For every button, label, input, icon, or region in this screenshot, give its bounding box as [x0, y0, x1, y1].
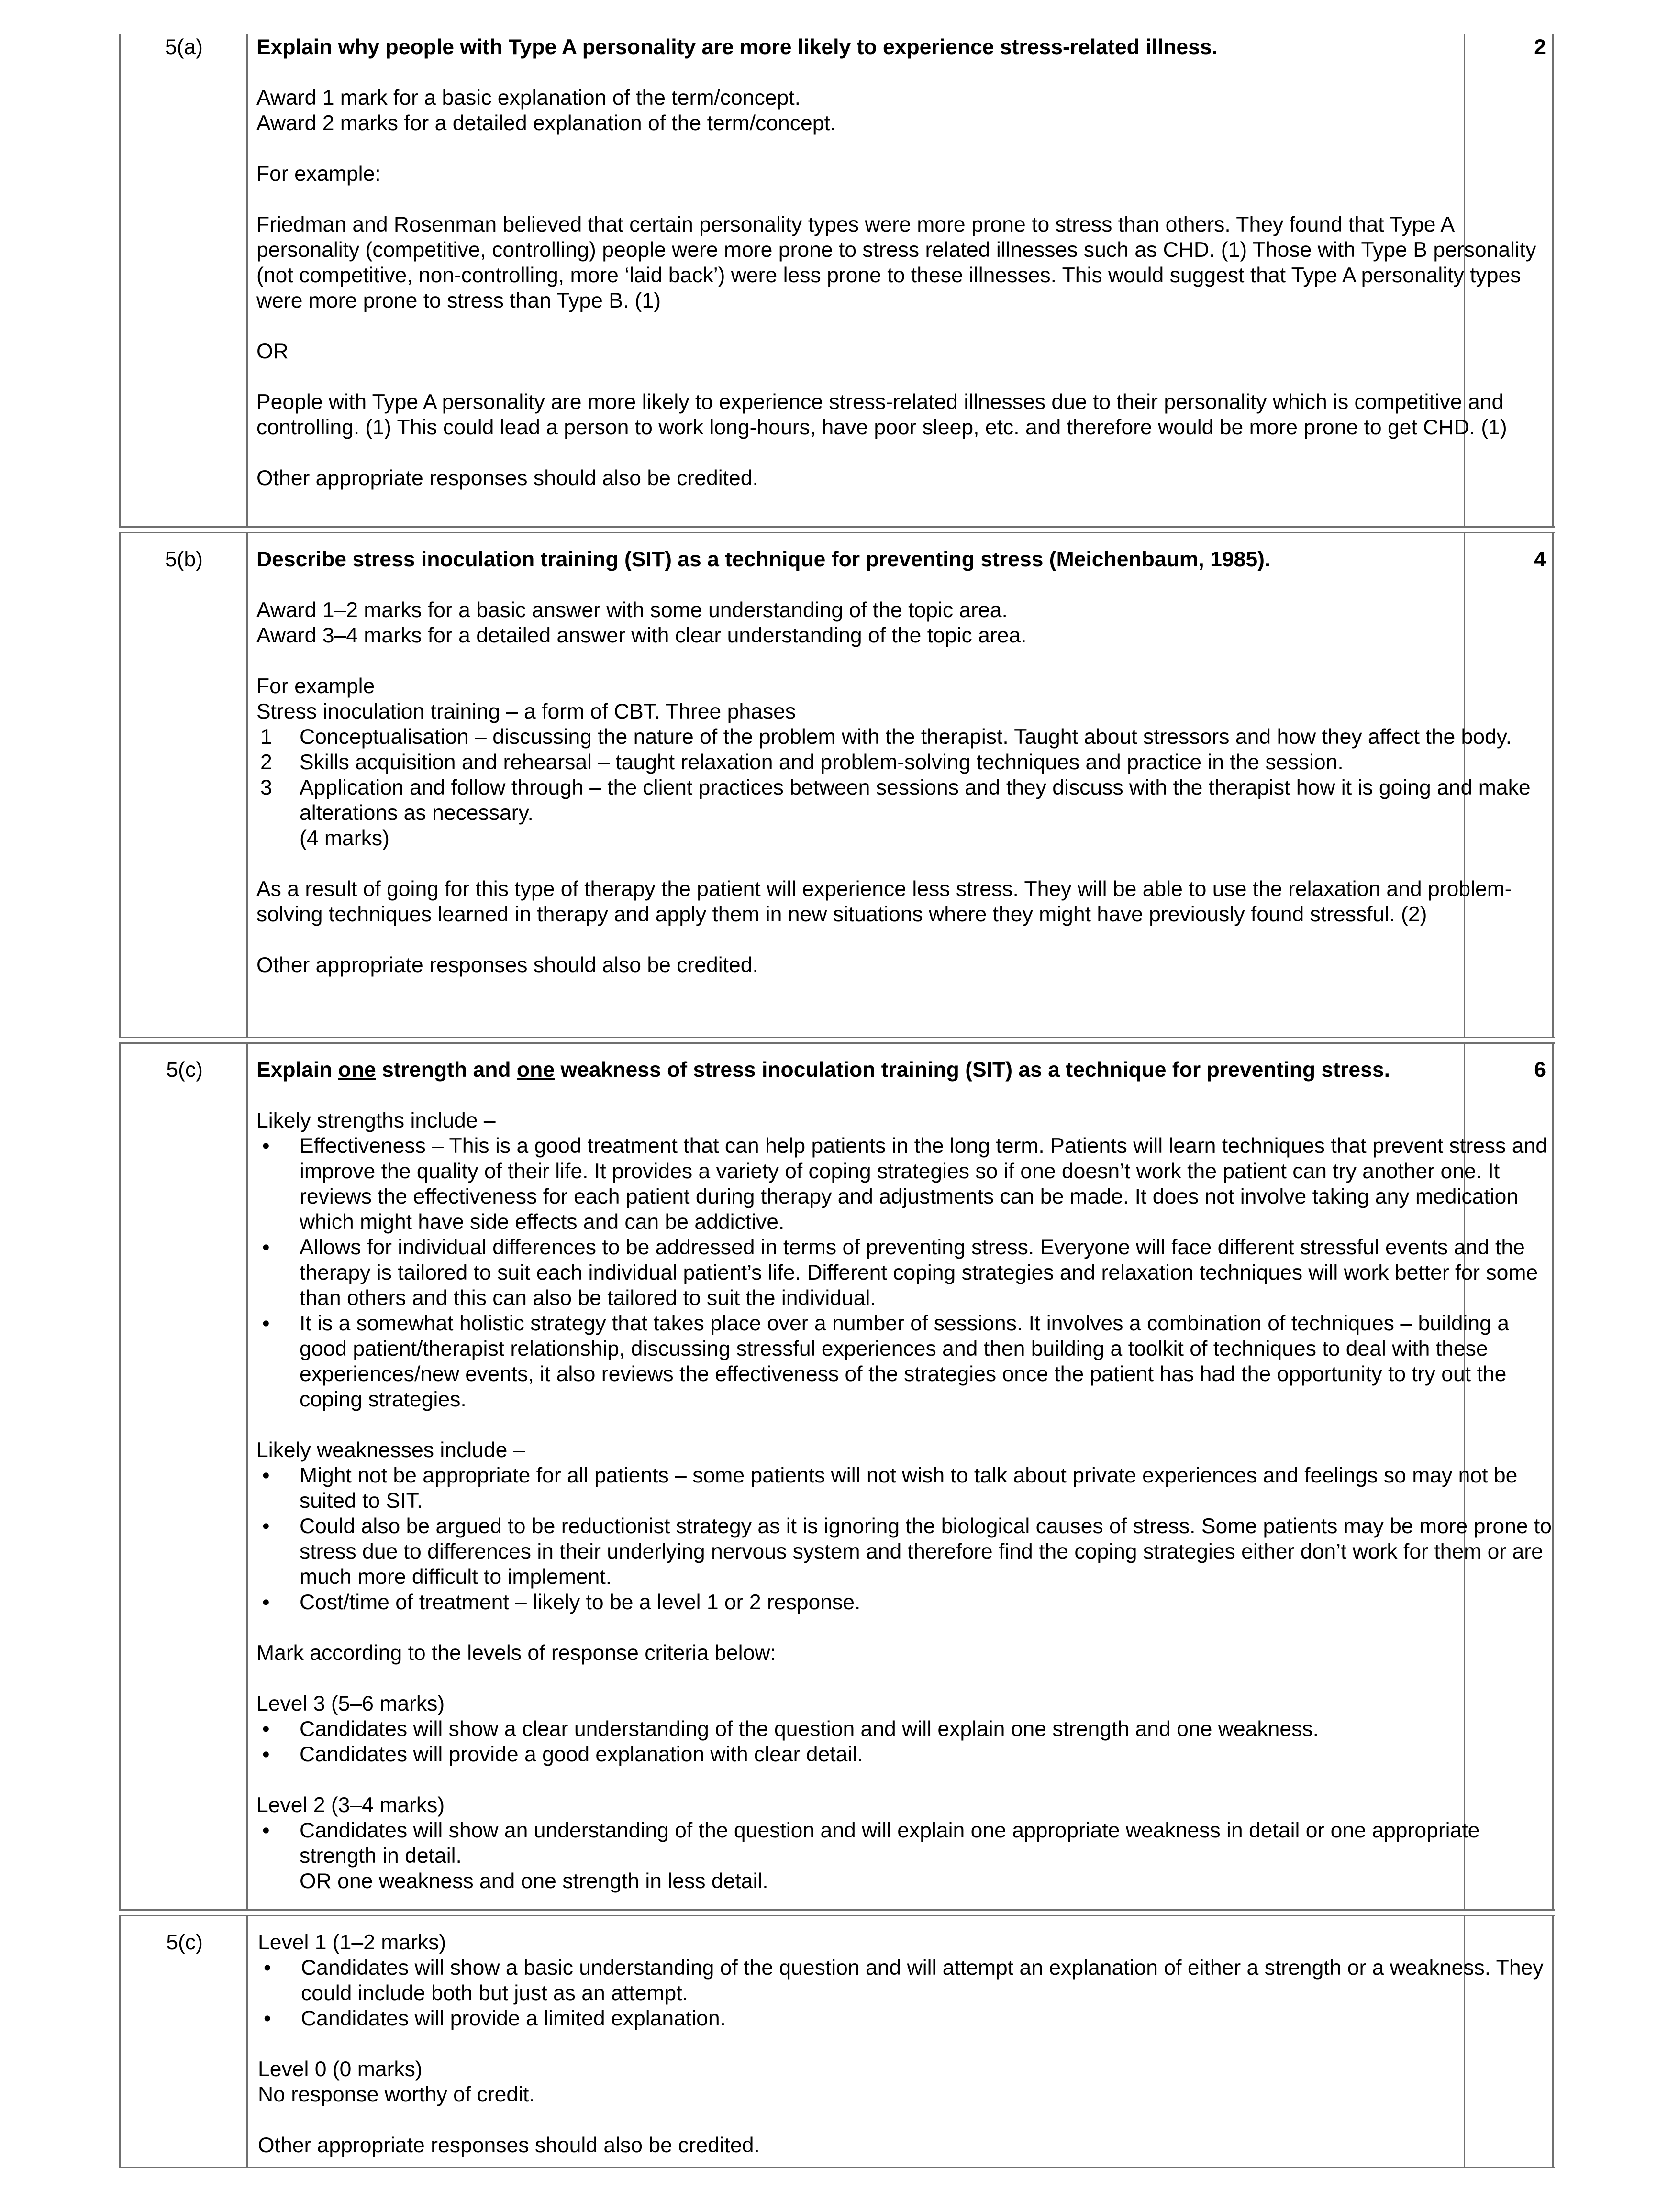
for-example: For example [256, 675, 375, 698]
item-text: Application and follow through – the client practices between sessions and they discuss with the therapist how it is going and make alterations as necessary. [300, 776, 1531, 825]
question-number: 5(a) [165, 35, 203, 59]
level-heading: Level 3 (5–6 marks) [256, 1692, 445, 1715]
section-divider [119, 1909, 1555, 1911]
example-paragraph: Friedman and Rosenman believed that certain personality types were more prone to stress than others. They found that Type A personality (competitive, controlling) people were more prone to stress related illnesses such as CHD. (1) Those with Type B personality (not competitive, non-controlling, more ‘laid back’) were less prone to these illnesses. This would suggest that Type A personality types were more prone to stress than Type B. (1) [256, 213, 1536, 312]
criteria-intro: Mark according to the levels of response criteria below: [256, 1641, 776, 1665]
table-border [119, 533, 121, 1037]
or-separator: OR [256, 340, 289, 363]
section-divider [119, 526, 1555, 528]
answer-body [256, 547, 1553, 978]
bullet: • [262, 1819, 270, 1842]
for-example: For example: [256, 162, 381, 186]
bullet: • [264, 1956, 271, 1980]
table-border [246, 533, 248, 1037]
section-5a [119, 34, 1554, 526]
section-5c [119, 1044, 1554, 1909]
list-item [256, 724, 1553, 750]
question-text-part: strength and [376, 1058, 517, 1082]
award-line: Award 1 mark for a basic explanation of the term/concept. [256, 86, 801, 110]
marks-value: 2 [1534, 35, 1546, 59]
level-text: No response worthy of credit. [258, 2083, 535, 2106]
section-5c-continued [119, 1916, 1554, 2167]
example-paragraph: People with Type A personality are more likely to experience stress-related illnesses due to their personality which is competitive and controlling. (1) This could lead a person to work long-hours, have poor sleep, etc. and therefore would be more prone to get CHD. (1) [256, 390, 1507, 439]
other-responses: Other appropriate responses should also be credited. [256, 466, 758, 490]
bullet: • [262, 1464, 270, 1487]
weaknesses-heading: Likely weaknesses include – [256, 1438, 525, 1462]
list-item [258, 1955, 1555, 2006]
level-heading: Level 0 (0 marks) [258, 2057, 423, 2081]
table-border [119, 34, 121, 526]
item-text: Skills acquisition and rehearsal – taught relaxation and problem-solving techniques and practice in the session. [300, 751, 1344, 774]
item-text: Candidates will show an understanding of the question and will explain one appropriate weakness in detail or one appropriate strength in detail. [300, 1819, 1480, 1868]
item-text: Could also be argued to be reductionist strategy as it is ignoring the biological causes of stress. Some patients may be more prone to stress due to differences in their underlying nervous system and therefore find the coping strategies either don’t work for them or are much more difficult to implement. [300, 1515, 1552, 1589]
item-text: Allows for individual differences to be addressed in terms of preventing stress. Everyone will face different stressful events and the therapy is tailored to suit each individual patient’s life. Different coping strategies and relaxation techniques will work better for some than others and this can also be tailored to suit the individual. [300, 1236, 1538, 1310]
item-text: Candidates will provide a good explanation with clear detail. [300, 1743, 863, 1766]
bullet: • [264, 2007, 271, 2030]
question-number: 5(c) [166, 1931, 203, 1954]
list-item [256, 1514, 1553, 1590]
bullet: • [262, 1134, 270, 1158]
list-item [256, 1742, 1553, 1767]
level-heading: Level 1 (1–2 marks) [258, 1931, 446, 1954]
table-border [246, 34, 248, 526]
bullet: • [262, 1743, 270, 1766]
question-text-part: weakness of stress inoculation training (SIT) as a technique for preventing stress. [555, 1058, 1390, 1082]
item-text: Candidates will show a basic understanding of the question and will attempt an explanation of either a strength or a weakness. They could include both but just as an attempt. [301, 1956, 1544, 2005]
marks-value: 6 [1534, 1058, 1546, 1082]
list-item [256, 775, 1553, 826]
list-item [256, 1235, 1553, 1311]
section-divider [119, 1037, 1555, 1038]
level-heading: Level 2 (3–4 marks) [256, 1793, 445, 1817]
list-item [256, 1463, 1553, 1514]
list-item [256, 1716, 1553, 1742]
item-text: Effectiveness – This is a good treatment that can help patients in the long term. Patients will learn techniques that prevent stress and improve the quality of their life. It provides a variety of coping strategies so if one doesn’t work the patient can try another one. It reviews the effectiveness for each patient during therapy and adjustments can be made. It does not involve taking any medication which might have side effects and can be addictive. [300, 1134, 1548, 1234]
example-paragraph: As a result of going for this type of therapy the patient will experience less stress. They will be able to use the relaxation and problem-solving techniques learned in therapy and apply them in new situations where they might have previously found stressful. (2) [256, 877, 1512, 926]
list-item [256, 1311, 1553, 1412]
item-number: 1 [260, 725, 272, 749]
level-or-line: OR one weakness and one strength in less detail. [300, 1869, 768, 1893]
bullet: • [262, 1312, 270, 1335]
question-emphasis: one [516, 1058, 555, 1082]
other-responses: Other appropriate responses should also be credited. [258, 2134, 760, 2157]
list-item [256, 1133, 1553, 1235]
question-text-part: Explain [256, 1058, 338, 1082]
list-item [258, 2006, 1555, 2031]
item-text: Conceptualisation – discussing the nature of the problem with the therapist. Taught about stressors and how they affect the body. [300, 725, 1512, 749]
section-5b [119, 533, 1554, 1037]
award-line: Award 3–4 marks for a detailed answer with clear understanding of the topic area. [256, 624, 1027, 647]
phases-intro: Stress inoculation training – a form of CBT. Three phases [256, 700, 796, 723]
item-number: 3 [260, 776, 272, 799]
question-number: 5(c) [166, 1058, 203, 1082]
list-item [256, 750, 1553, 775]
answer-body [256, 1057, 1553, 1894]
question-emphasis: one [338, 1058, 376, 1082]
bullet: • [262, 1515, 270, 1538]
item-text: It is a somewhat holistic strategy that takes place over a number of sessions. It involves a combination of techniques – building a good patient/therapist relationship, discussing stressful experiences and then building a toolkit of techniques to deal with these experiences/new events, it also reviews the effectiveness of the strategies once the patient has had the opportunity to try out the coping strategies. [300, 1312, 1509, 1411]
table-border [246, 1044, 248, 1909]
item-text: Candidates will provide a limited explanation. [301, 2007, 726, 2030]
list-item [256, 1818, 1553, 1869]
question-text: Describe stress inoculation training (SIT) as a technique for preventing stress (Meichenbaum, 1985). [256, 548, 1271, 571]
bullet: • [262, 1717, 270, 1741]
question-number: 5(b) [165, 548, 203, 571]
answer-body [256, 34, 1553, 491]
other-responses: Other appropriate responses should also be credited. [256, 953, 758, 977]
bullet: • [262, 1236, 270, 1259]
bullet: • [262, 1591, 270, 1614]
question-text [256, 1057, 1553, 1083]
answer-body [258, 1930, 1555, 2158]
marks-value: 4 [1534, 548, 1546, 571]
table-bottom-border [119, 2167, 1555, 2168]
phases-marks: (4 marks) [300, 827, 389, 850]
table-border [246, 1916, 248, 2167]
question-text: Explain why people with Type A personality are more likely to experience stress-related illness. [256, 35, 1218, 59]
item-text: Might not be appropriate for all patients – some patients will not wish to talk about private experiences and feelings so may not be suited to SIT. [300, 1464, 1518, 1513]
list-item [256, 1590, 1553, 1615]
item-number: 2 [260, 751, 272, 774]
strengths-heading: Likely strengths include – [256, 1109, 496, 1132]
item-text: Cost/time of treatment – likely to be a level 1 or 2 response. [300, 1591, 861, 1614]
award-line: Award 2 marks for a detailed explanation of the term/concept. [256, 111, 836, 135]
award-line: Award 1–2 marks for a basic answer with some understanding of the topic area. [256, 598, 1008, 622]
item-text: Candidates will show a clear understanding of the question and will explain one strength and one weakness. [300, 1717, 1319, 1741]
table-border [119, 1044, 121, 1909]
